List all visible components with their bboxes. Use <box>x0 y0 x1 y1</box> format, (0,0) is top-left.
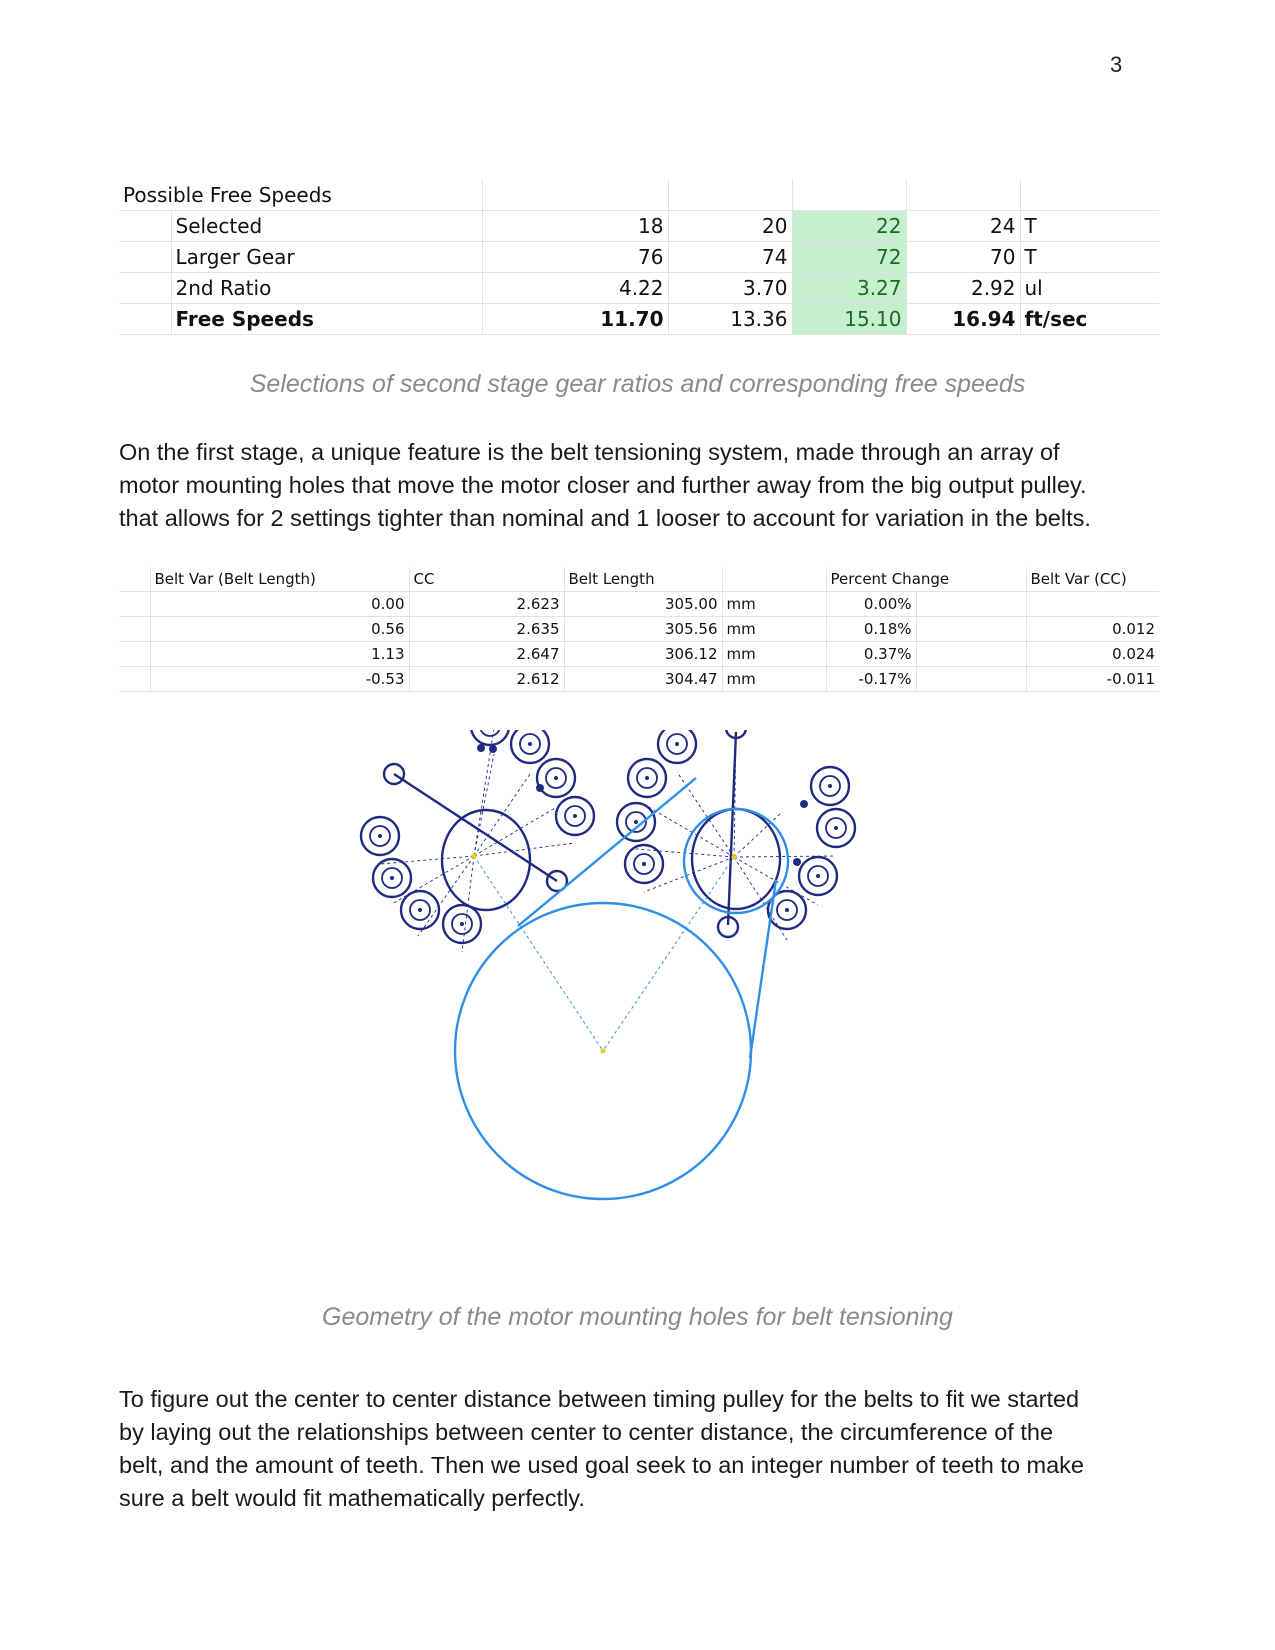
mount-hole-center <box>642 862 646 866</box>
mount-hole-center <box>785 908 789 912</box>
mount-hole-center <box>675 742 679 746</box>
text-line: sure a belt would fit mathematically perfectly. <box>119 1485 585 1511</box>
paragraph-belt-tensioning <box>119 436 1179 535</box>
table-cell: 11.70 <box>482 304 668 335</box>
table-cell: 2.92 <box>906 273 1020 304</box>
unit-cell: mm <box>722 592 826 617</box>
page-number: 3 <box>1110 52 1123 77</box>
unit-cell: mm <box>722 642 826 667</box>
mount-hole-center <box>816 874 820 878</box>
table-row <box>119 642 1159 667</box>
row-label: Larger Gear <box>171 242 482 273</box>
table-cell: 2.647 <box>409 642 564 667</box>
pin-dot <box>793 858 801 866</box>
table-cell: 74 <box>668 242 792 273</box>
mount-hole-outer <box>658 730 696 763</box>
unit-cell: mm <box>722 667 826 692</box>
table-cell: 1.13 <box>150 642 409 667</box>
table-row <box>119 242 1159 273</box>
column-header: Belt Var (CC) <box>1026 567 1159 592</box>
table-cell: 0.56 <box>150 617 409 642</box>
mount-hole-outer <box>511 730 549 763</box>
table-row <box>119 617 1159 642</box>
table-row <box>119 667 1159 692</box>
caption-free-speeds: Selections of second stage gear ratios and corresponding free speeds <box>249 370 1026 398</box>
caption-geometry: Geometry of the motor mounting holes for belt tensioning <box>322 1303 953 1331</box>
table-header-row <box>119 567 1159 592</box>
table-cell: 76 <box>482 242 668 273</box>
text-line: motor mounting holes that move the motor closer and further away from the big output pulley. <box>119 472 1087 498</box>
pin-dot <box>489 745 497 753</box>
table-cell: 0.37% <box>826 642 916 667</box>
belt-tensioning-diagram <box>350 730 910 1270</box>
table-cell-highlighted: 15.10 <box>792 304 906 335</box>
mount-hole-center <box>573 814 577 818</box>
belt-variation-table <box>119 567 1159 692</box>
table-cell: 3.70 <box>668 273 792 304</box>
free-speeds-table <box>119 180 1159 335</box>
table-cell: 0.012 <box>1026 617 1159 642</box>
construction-line <box>647 806 734 857</box>
row-label: 2nd Ratio <box>171 273 482 304</box>
table-cell: 18 <box>482 211 668 242</box>
table-cell: 0.00 <box>150 592 409 617</box>
mount-hole-center <box>828 784 832 788</box>
table-row <box>119 304 1159 335</box>
pin-dot <box>536 784 544 792</box>
mount-hole-center <box>390 876 394 880</box>
construction-line <box>474 843 575 856</box>
mount-hole-center <box>634 820 638 824</box>
text-line: that allows for 2 settings tighter than nominal and 1 looser to account for variation in the belts. <box>119 505 1091 531</box>
table-row <box>119 592 1159 617</box>
table-cell: 306.12 <box>564 642 722 667</box>
construction-line <box>644 857 734 892</box>
construction-line <box>474 856 603 1051</box>
construction-line <box>474 808 555 856</box>
table-cell: 24 <box>906 211 1020 242</box>
text-line: On the first stage, a unique feature is the belt tensioning system, made through an array of <box>119 439 1060 465</box>
table-title: Possible Free Speeds <box>119 180 482 211</box>
unit-cell: T <box>1020 211 1159 242</box>
unit-cell: ft/sec <box>1020 304 1159 335</box>
text-line: To figure out the center to center distance between timing pulley for the belts to fit we started <box>119 1386 1080 1412</box>
table-cell: 0.024 <box>1026 642 1159 667</box>
paragraph-center-distance <box>119 1383 1179 1515</box>
table-cell-highlighted: 22 <box>792 211 906 242</box>
mount-hole-center <box>418 908 422 912</box>
table-cell: 4.22 <box>482 273 668 304</box>
table-cell-highlighted: 3.27 <box>792 273 906 304</box>
mount-hole-center <box>554 776 558 780</box>
mount-hole-inner <box>480 730 500 736</box>
table-cell: -0.17% <box>826 667 916 692</box>
table-cell <box>1026 592 1159 617</box>
column-header: Belt Length <box>564 567 722 592</box>
pin-dot <box>477 744 485 752</box>
mount-hole-outer <box>471 730 509 745</box>
row-label: Free Speeds <box>171 304 482 335</box>
table-cell: 305.00 <box>564 592 722 617</box>
mount-hole-center <box>834 826 838 830</box>
table-cell: 2.635 <box>409 617 564 642</box>
mount-hole-center <box>378 834 382 838</box>
mount-arm-right <box>728 732 736 925</box>
table-row <box>119 273 1159 304</box>
table-cell: 2.623 <box>409 592 564 617</box>
mount-hole-center <box>460 922 464 926</box>
table-cell: 2.612 <box>409 667 564 692</box>
motor-mount-holes <box>361 730 855 952</box>
table-cell: 0.18% <box>826 617 916 642</box>
unit-cell: mm <box>722 617 826 642</box>
motor-body-left <box>442 810 530 910</box>
mount-arm-left <box>394 774 557 881</box>
pin-dot <box>800 800 808 808</box>
row-label: Selected <box>171 211 482 242</box>
text-line: by laying out the relationships between center to center distance, the circumference of the <box>119 1419 1054 1445</box>
belt-path <box>455 778 788 1199</box>
table-row <box>119 180 1159 211</box>
table-cell: 0.00% <box>826 592 916 617</box>
motor-body-right <box>692 809 780 909</box>
table-cell: 305.56 <box>564 617 722 642</box>
unit-cell: T <box>1020 242 1159 273</box>
table-cell: 70 <box>906 242 1020 273</box>
motor-center <box>472 854 477 859</box>
table-cell: 304.47 <box>564 667 722 692</box>
table-cell: 16.94 <box>906 304 1020 335</box>
table-row <box>119 211 1159 242</box>
motor-center <box>732 855 737 860</box>
column-header: CC <box>409 567 564 592</box>
table-cell-highlighted: 72 <box>792 242 906 273</box>
pulley-center <box>601 1049 606 1054</box>
table-cell: 20 <box>668 211 792 242</box>
column-header: Belt Var (Belt Length) <box>150 567 409 592</box>
table-cell: -0.53 <box>150 667 409 692</box>
text-line: belt, and the amount of teeth. Then we used goal seek to an integer number of teeth to make <box>119 1452 1085 1478</box>
unit-cell: ul <box>1020 273 1159 304</box>
column-header: Percent Change <box>826 567 1026 592</box>
mount-hole-center <box>528 742 532 746</box>
mount-hole-center <box>645 776 649 780</box>
table-cell: 13.36 <box>668 304 792 335</box>
table-cell: -0.011 <box>1026 667 1159 692</box>
